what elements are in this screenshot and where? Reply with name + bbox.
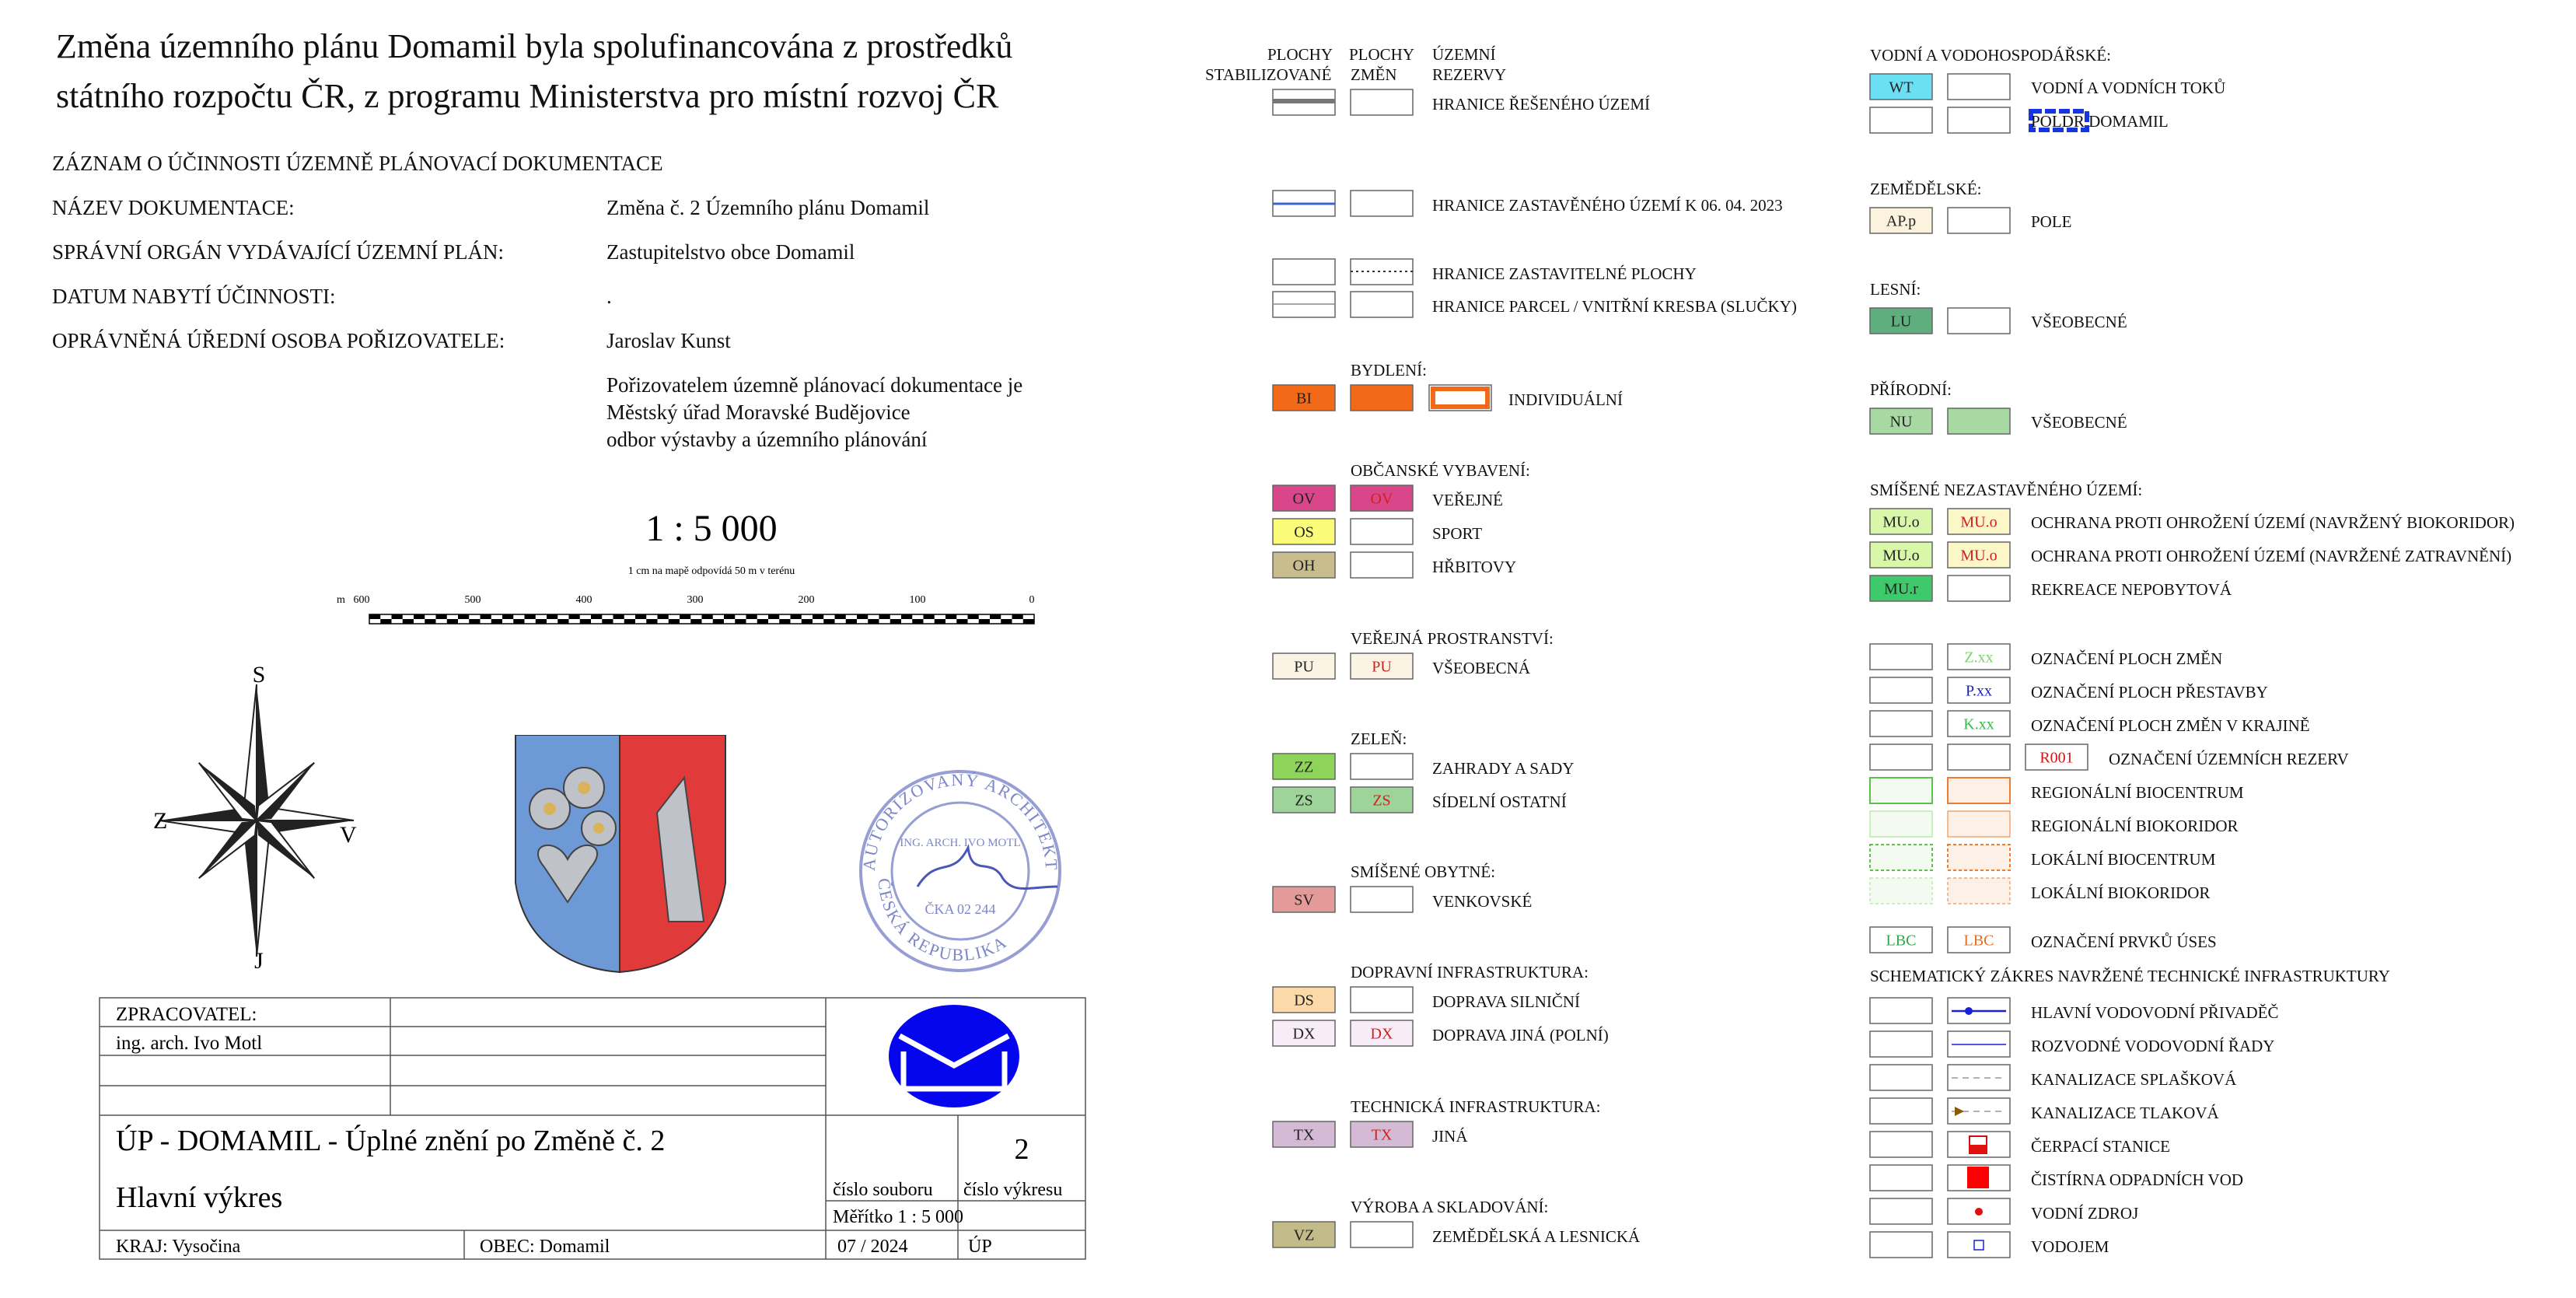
legend-swatch [1351, 887, 1413, 912]
legend-label: VODNÍ A VODNÍCH TOKŮ [2031, 79, 2226, 97]
compass-label-s: S [252, 665, 266, 687]
legend-swatch [1870, 644, 1932, 670]
legend-label: ROZVODNÉ VODOVODNÍ ŘADY [2031, 1037, 2275, 1055]
record-label: SPRÁVNÍ ORGÁN VYDÁVAJÍCÍ ÚZEMNÍ PLÁN: [52, 240, 505, 264]
legend-swatch-code: MU.r [1884, 580, 1918, 598]
legend-label: REKREACE NEPOBYTOVÁ [2031, 580, 2232, 599]
legend-swatch [1351, 385, 1413, 411]
municipality: OBEC: Domamil [480, 1237, 610, 1257]
legend-swatch [1351, 1222, 1413, 1247]
legend-swatch [1351, 292, 1413, 317]
scale-ratio: 1 : 5 000 [645, 508, 778, 549]
legend-swatch-code: DX [1370, 1025, 1393, 1043]
legend-swatch-code: OS [1294, 523, 1314, 541]
legend-swatch-code: LU [1890, 313, 1912, 331]
legend-swatch [1870, 998, 1932, 1023]
drawing-name: Hlavní výkres [116, 1181, 283, 1214]
scale-note: 1 cm na mapě odpovídá 50 m v terénu [627, 565, 795, 577]
compass-label-z: Z [153, 808, 168, 834]
stamp-number: ČKA 02 244 [924, 901, 996, 917]
legend-swatch [1948, 107, 2010, 133]
compass-label-v: V [340, 822, 357, 848]
region: KRAJ: Vysočina [116, 1237, 241, 1257]
plan-title: ÚP - DOMAMIL - Úplné znění po Změně č. 2 [116, 1125, 666, 1157]
compass-label-j: J [254, 948, 264, 968]
use-swatch-proposed [1948, 878, 2010, 904]
legend-label: ZEMĚDĚLSKÁ A LESNICKÁ [1432, 1227, 1641, 1246]
record-value: Změna č. 2 Územního plánu Domamil [606, 196, 930, 219]
legend-label: LOKÁLNÍ BIOCENTRUM [2031, 850, 2216, 869]
column-header: REZERVY [1432, 65, 1507, 84]
legend-label: JINÁ [1432, 1127, 1468, 1146]
group-heading: TECHNICKÁ INFRASTRUKTURA: [1351, 1097, 1601, 1116]
record-label: NÁZEV DOKUMENTACE: [52, 196, 295, 219]
record-label: OPRÁVNĚNÁ ÚŘEDNÍ OSOBA POŘIZOVATELE: [52, 329, 505, 352]
legend-label: POLDR DOMAMIL [2031, 112, 2169, 131]
legend-label: LOKÁLNÍ BIOKORIDOR [2031, 883, 2211, 902]
legend-swatch-code: ZS [1372, 792, 1391, 810]
legend-label: HRANICE ZASTAVĚNÉHO ÚZEMÍ K 06. 04. 2023 [1432, 196, 1783, 215]
legend-swatch-code: R001 [2039, 749, 2074, 767]
scale-label: Měřítko 1 : 5 000 [833, 1207, 963, 1227]
column-header: ZMĚN [1351, 65, 1397, 84]
legend-swatch [1870, 1198, 1932, 1224]
legend-swatch-code: TX [1371, 1126, 1393, 1144]
legend-swatch-code: MU.o [1960, 513, 1998, 531]
legend-swatch-code: OV [1370, 490, 1393, 508]
group-heading: SMÍŠENÉ OBYTNÉ: [1351, 862, 1496, 881]
group-heading: PŘÍRODNÍ: [1870, 380, 1952, 399]
date: 07 / 2024 [837, 1237, 908, 1257]
legend-label: HLAVNÍ VODOVODNÍ PŘIVADĚČ [2031, 1003, 2279, 1022]
stamp-bottom-text: ČESKÁ REPUBLIKA [874, 877, 1011, 965]
column-header: ÚZEMNÍ [1432, 45, 1496, 64]
legend-swatch [1351, 89, 1413, 115]
legend-swatch [1351, 987, 1413, 1013]
scale-tick-label: 400 [575, 594, 592, 606]
legend-label: OZNAČENÍ PLOCH ZMĚN [2031, 649, 2223, 668]
scale-tick-label: 300 [687, 594, 704, 606]
use-swatch-existing [1870, 845, 1932, 870]
drawing-number: 2 [1014, 1133, 1029, 1166]
group-heading: LESNÍ: [1870, 280, 1921, 299]
legend-swatch [1351, 191, 1413, 216]
treatment-plant-symbol [1967, 1167, 1989, 1188]
legend-swatch [1870, 677, 1932, 703]
legend-label: HŘBITOVY [1432, 558, 1517, 576]
use-swatch-existing [1870, 811, 1932, 837]
legend-swatch-code: AP.p [1886, 212, 1917, 230]
legend-swatch [1870, 711, 1932, 736]
stamp-top-text: AUTORIZOVANÝ ARCHITEKT [858, 769, 1062, 873]
scale-tick-label: 100 [909, 594, 926, 606]
legend-swatch [1948, 576, 2010, 601]
legend-label: HRANICE PARCEL / VNITŘNÍ KRESBA (SLUČKY) [1432, 297, 1797, 316]
scale-unit: m [337, 594, 345, 606]
use-swatch-proposed [1948, 811, 2010, 837]
legend-label: ČISTÍRNA ODPADNÍCH VOD [2031, 1170, 2244, 1189]
legend-swatch [1870, 1165, 1932, 1191]
legend-swatch [1870, 1031, 1932, 1057]
legend-swatch-code: ZZ [1294, 758, 1314, 776]
legend-swatch [1273, 259, 1335, 285]
legend-label: VODNÍ ZDROJ [2031, 1204, 2139, 1223]
use-swatch-proposed [1948, 778, 2010, 803]
group-heading: SMÍŠENÉ NEZASTAVĚNÉHO ÚZEMÍ: [1870, 481, 2143, 499]
group-heading: OBČANSKÉ VYBAVENÍ: [1351, 461, 1530, 480]
group-heading: VEŘEJNÁ PROSTRANSTVÍ: [1351, 629, 1554, 648]
group-heading: BYDLENÍ: [1351, 361, 1427, 380]
file-number-label: číslo souboru [833, 1180, 933, 1200]
legend-label: VEŘEJNÉ [1432, 491, 1503, 509]
legend-swatch-code: PU [1372, 658, 1392, 676]
legend-label: HRANICE ZASTAVITELNÉ PLOCHY [1432, 264, 1697, 283]
water-tank-symbol [1974, 1240, 1984, 1250]
legend-swatch-code: MU.o [1882, 513, 1920, 531]
use-swatch-proposed [1948, 845, 2010, 870]
legend-label: OZNAČENÍ PLOCH ZMĚN V KRAJINĚ [2031, 716, 2310, 735]
legend-label: INDIVIDUÁLNÍ [1508, 390, 1623, 409]
legend-swatch-code: LBC [1963, 932, 1994, 950]
legend-swatch [1351, 552, 1413, 578]
legend-label: POLE [2031, 212, 2072, 231]
legend-swatch [1870, 1065, 1932, 1090]
legend-swatch-code: LBC [1886, 932, 1917, 950]
legend-label: OZNAČENÍ PRVKŮ ÚSES [2031, 932, 2217, 951]
legend-label: ZAHRADY A SADY [1432, 759, 1575, 778]
water-main-dot [1965, 1007, 1973, 1015]
legend-label: OZNAČENÍ ÚZEMNÍCH REZERV [2109, 750, 2349, 768]
legend-swatch [1948, 308, 2010, 334]
legend-swatch [1948, 408, 2010, 434]
group-heading: VODNÍ A VODOHOSPODÁŘSKÉ: [1870, 46, 2111, 65]
scale-tick-label: 200 [798, 594, 815, 606]
procurer-line: odbor výstavby a územního plánování [606, 428, 928, 451]
legend-swatch [1870, 1232, 1932, 1258]
legend-label: KANALIZACE TLAKOVÁ [2031, 1104, 2219, 1122]
group-heading: SCHEMATICKÝ ZÁKRES NAVRŽENÉ TECHNICKÉ INFRASTRUKTURY [1870, 967, 2390, 985]
group-heading: ZELEŇ: [1351, 729, 1407, 748]
legend-swatch [1870, 744, 1932, 770]
scale-tick-label: 600 [353, 594, 370, 606]
processor-label: ZPRACOVATEL: [116, 1004, 257, 1025]
legend-swatch-code: WT [1889, 79, 1914, 96]
water-source-symbol [1975, 1208, 1983, 1216]
legend-label: KANALIZACE SPLAŠKOVÁ [2031, 1070, 2237, 1089]
legend-label: SÍDELNÍ OSTATNÍ [1432, 792, 1567, 811]
legend-swatch-code: MU.o [1960, 547, 1998, 565]
column-header: PLOCHY [1349, 45, 1415, 64]
legend-label: REGIONÁLNÍ BIOKORIDOR [2031, 817, 2239, 835]
legend-swatch-code: TX [1293, 1126, 1315, 1144]
legend-swatch [1870, 107, 1932, 133]
group-heading: DOPRAVNÍ INFRASTRUKTURA: [1351, 963, 1589, 981]
legend-label: ČERPACÍ STANICE [2031, 1137, 2170, 1156]
column-header: PLOCHY [1267, 45, 1333, 64]
legend-swatch [1948, 208, 2010, 233]
legend-swatch-code: DS [1294, 992, 1314, 1009]
scale-tick-label: 0 [1029, 594, 1035, 606]
record-value: . [606, 285, 612, 308]
record-heading: ZÁZNAM O ÚČINNOSTI ÚZEMNĚ PLÁNOVACÍ DOKUMENTACE [52, 152, 663, 175]
legend-swatch-code: VZ [1293, 1226, 1315, 1244]
legend-swatch [1351, 519, 1413, 544]
drawing-number-label: číslo výkresu [963, 1180, 1063, 1200]
legend-swatch-code: OV [1292, 490, 1316, 508]
legend-label: REGIONÁLNÍ BIOCENTRUM [2031, 783, 2244, 802]
pumping-station-fill [1970, 1145, 1987, 1153]
record-value: Jaroslav Kunst [606, 329, 731, 352]
legend-label: VODOJEM [2031, 1237, 2109, 1256]
legend-swatch-code: K.xx [1963, 715, 1994, 733]
legend-swatch [1870, 1132, 1932, 1157]
legend-label: VŠEOBECNÉ [2031, 413, 2127, 432]
legend-swatch [1351, 754, 1413, 779]
legend-label: VŠEOBECNÉ [2031, 313, 2127, 331]
processor-name: ing. arch. Ivo Motl [116, 1033, 263, 1054]
legend-swatch-code: SV [1294, 891, 1314, 909]
funding-note-line: státního rozpočtu ČR, z programu Ministerstva pro místní rozvoj ČR [56, 77, 999, 115]
legend-swatch [1948, 744, 2010, 770]
legend-swatch-code: DX [1292, 1025, 1316, 1043]
funding-note-line: Změna územního plánu Domamil byla spolufinancována z prostředků [56, 27, 1013, 65]
legend-label: DOPRAVA SILNIČNÍ [1432, 992, 1581, 1011]
record-value: Zastupitelstvo obce Domamil [606, 240, 855, 264]
legend-swatch-code: Z.xx [1964, 649, 1994, 666]
use-swatch-existing [1870, 878, 1932, 904]
legend-swatch-code: PU [1294, 658, 1314, 676]
legend-label: DOPRAVA JINÁ (POLNÍ) [1432, 1026, 1609, 1044]
legend-label: OZNAČENÍ PLOCH PŘESTAVBY [2031, 683, 2268, 701]
legend-label: VENKOVSKÉ [1432, 892, 1533, 911]
scale-tick-label: 500 [464, 594, 481, 606]
legend-swatch [1870, 1098, 1932, 1124]
use-swatch-existing [1870, 778, 1932, 803]
legend-swatch-code: NU [1889, 413, 1913, 431]
stamp-inner-text: ING. ARCH. IVO MOTL [900, 837, 1021, 849]
column-header: STABILIZOVANÉ [1205, 65, 1332, 84]
legend-swatch-code: BI [1296, 390, 1312, 408]
legend-swatch-code: P.xx [1966, 682, 1992, 700]
legend-swatch-code: MU.o [1882, 547, 1920, 565]
procurer-line: Pořizovatelem územně plánovací dokumentace je [606, 373, 1023, 397]
legend-swatch-code: ZS [1295, 792, 1313, 810]
legend-swatch [1948, 74, 2010, 100]
record-label: DATUM NABYTÍ ÚČINNOSTI: [52, 285, 336, 308]
procurer-line: Městský úřad Moravské Budějovice [606, 401, 911, 424]
legend-label: SPORT [1432, 524, 1483, 543]
legend-label: VŠEOBECNÁ [1432, 659, 1531, 677]
legend-swatch [1351, 259, 1413, 285]
plan-type: ÚP [968, 1237, 992, 1257]
legend-label: HRANICE ŘEŠENÉHO ÚZEMÍ [1432, 95, 1650, 114]
legend-label: OCHRANA PROTI OHROŽENÍ ÚZEMÍ (NAVRŽENÝ BIOKORIDOR) [2031, 513, 2515, 532]
legend-label: OCHRANA PROTI OHROŽENÍ ÚZEMÍ (NAVRŽENÉ ZATRAVNĚNÍ) [2031, 547, 2512, 565]
group-heading: ZEMĚDĚLSKÉ: [1870, 180, 1982, 198]
group-heading: VÝROBA A SKLADOVÁNÍ: [1351, 1198, 1549, 1216]
legend-swatch-code: OH [1292, 557, 1316, 575]
